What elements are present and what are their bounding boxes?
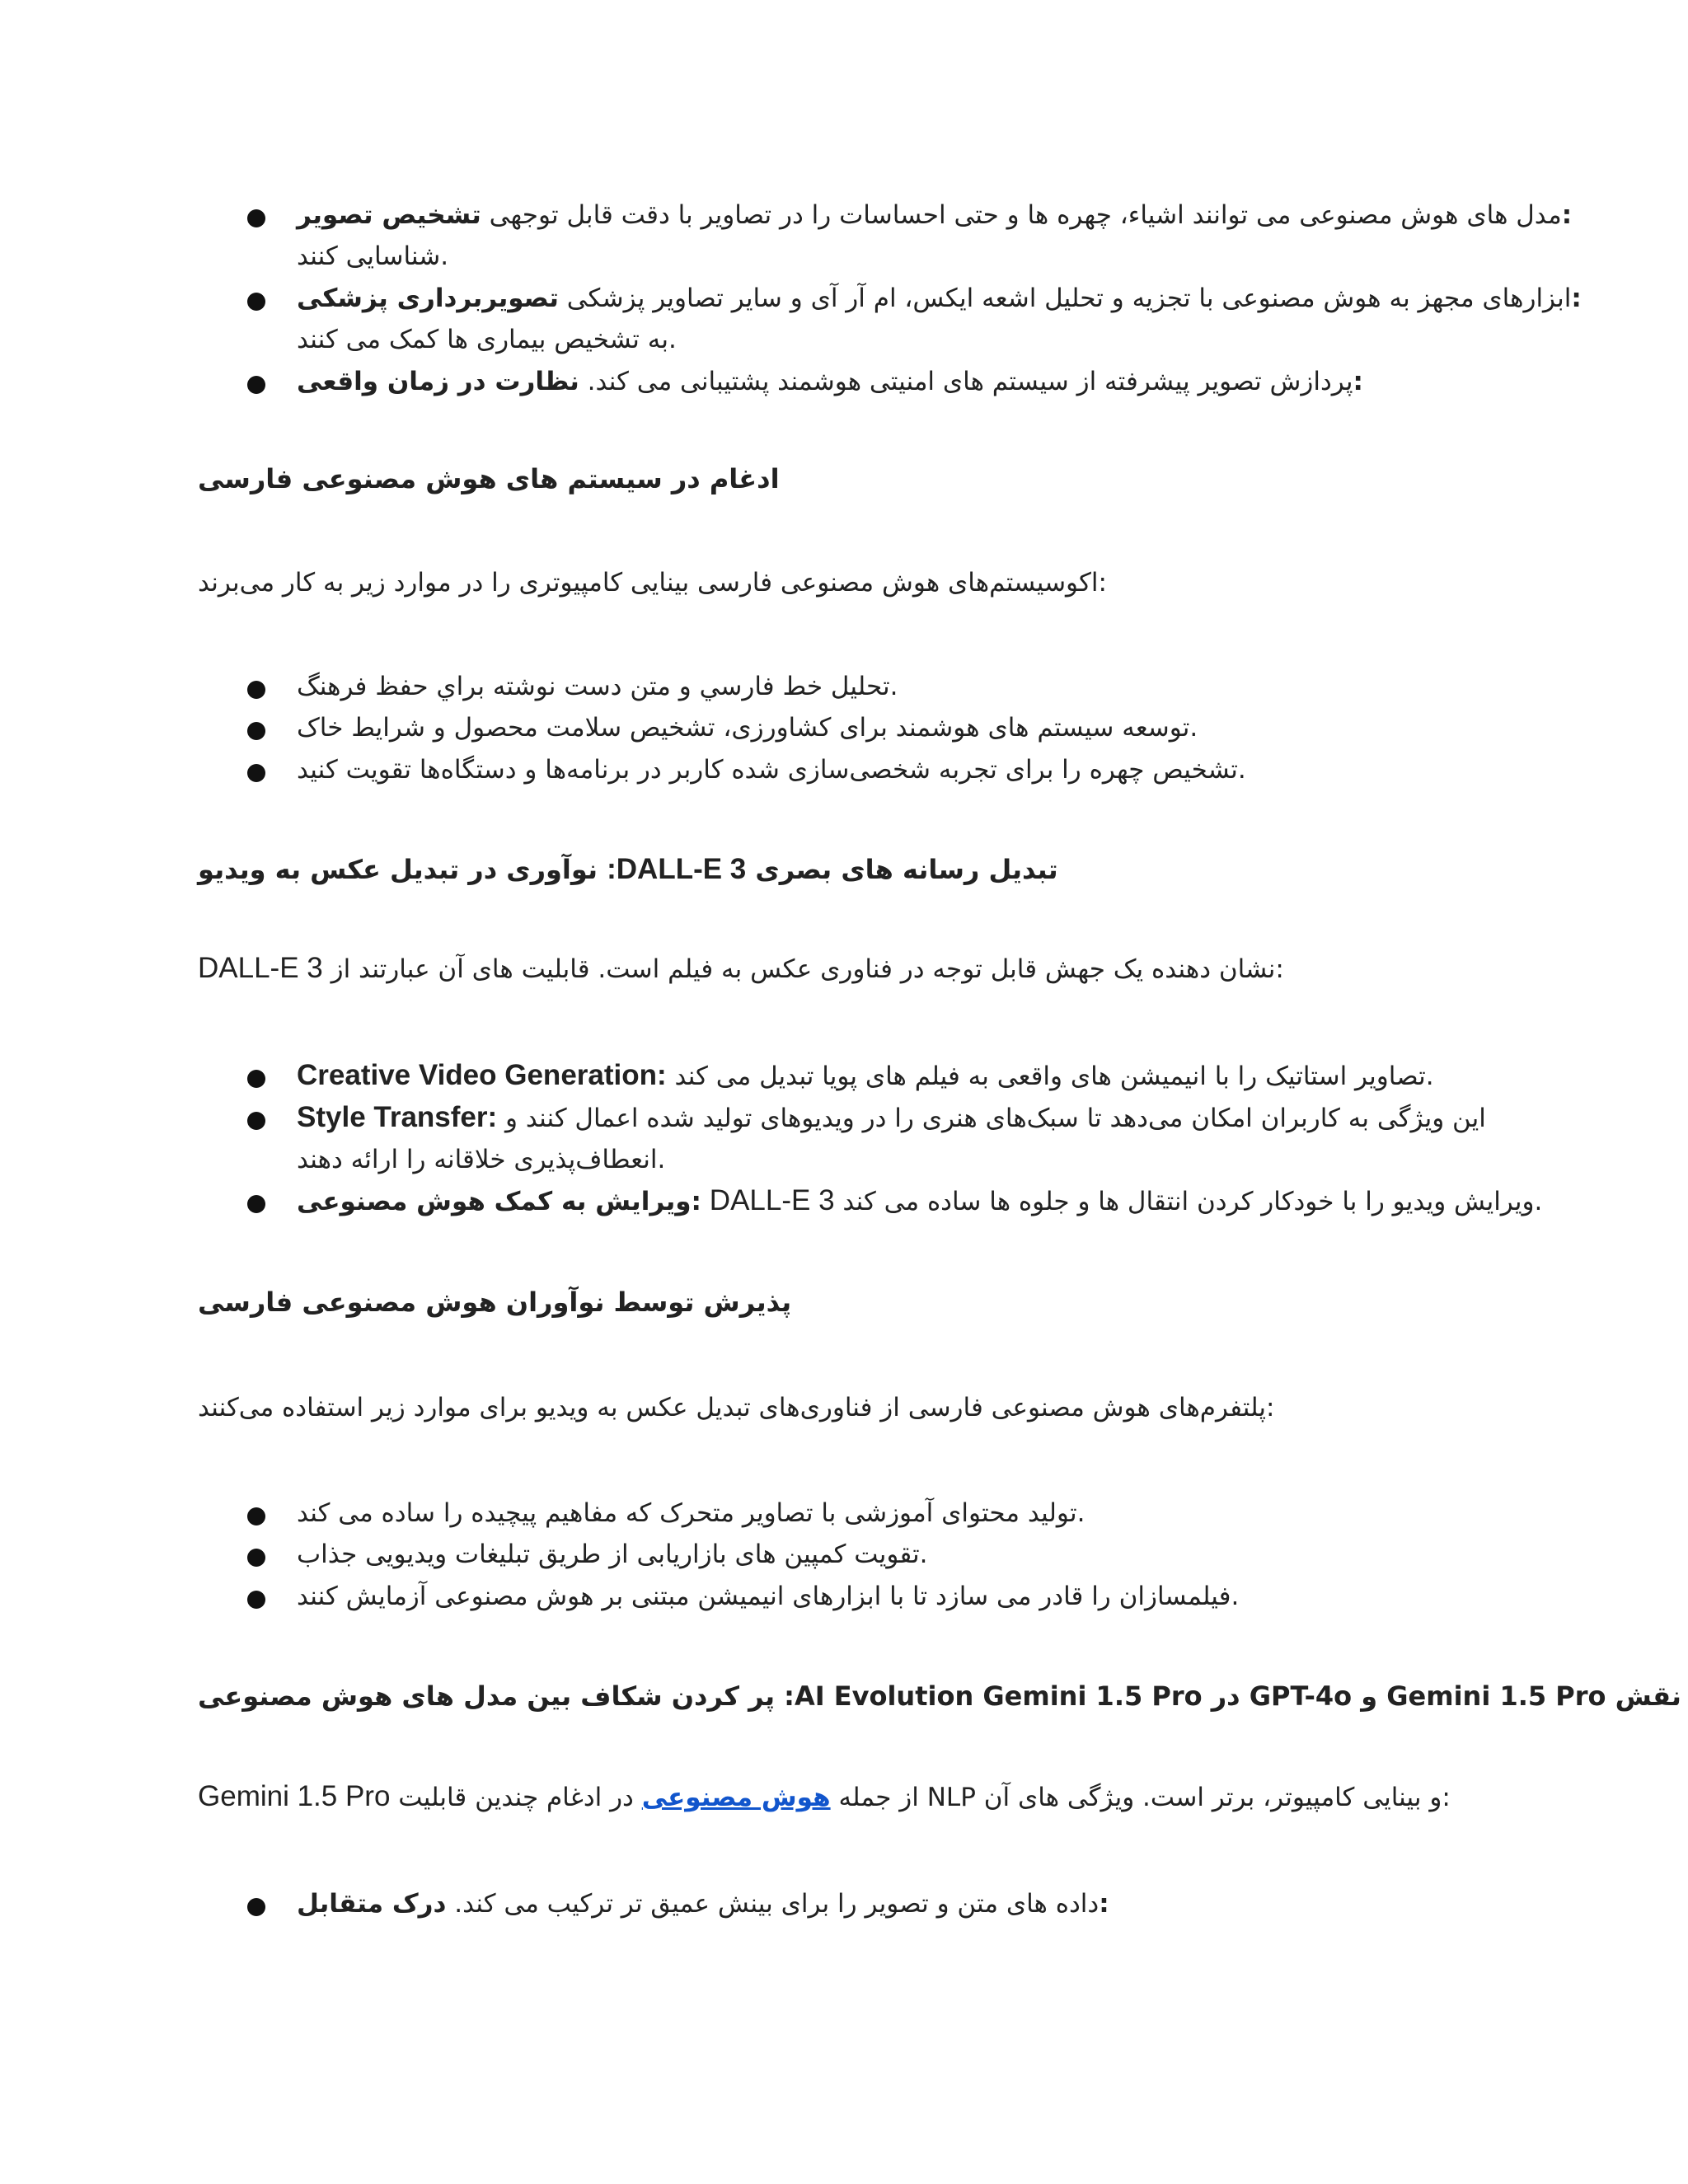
list-item bbox=[297, 1097, 1484, 1180]
bullet-icon bbox=[247, 1898, 265, 1916]
paragraph-part: Gemini 1.5 Pro bbox=[198, 1780, 391, 1812]
section-heading: پذیرش توسط نوآوران هوش مصنوعی فارسی bbox=[198, 1286, 792, 1318]
bullet-icon bbox=[247, 764, 265, 782]
list-item-term: تشخیص تصویر: bbox=[297, 200, 1573, 230]
section-heading bbox=[198, 849, 1058, 890]
bullet-icon bbox=[247, 1112, 265, 1130]
list-item bbox=[297, 361, 1484, 402]
list-item-text: پردازش تصویر پیشرفته از سیستم های امنیتی هوشمند پشتیبانی می کند. bbox=[587, 367, 1353, 396]
list-item: تقویت کمپین های بازاریابی از طریق تبلیغات ویدیویی جذاب. bbox=[297, 1540, 928, 1569]
bullet-icon bbox=[247, 1549, 265, 1567]
list-item: تحلیل خط فارسي و متن دست نوشته براي حفظ فرهنگ. bbox=[297, 672, 898, 701]
list-item-text: ابزارهای مجهز به هوش مصنوعی با تجزیه و تحلیل اشعه ایکس، ام آر آی و سایر تصاویر پزشکی bbox=[566, 284, 1572, 313]
list-item-text: داده های متن و تصویر را برای بینش عمیق تر ترکیب می کند. bbox=[454, 1889, 1100, 1919]
list-item-text: این ویژگی به کاربران امکان می‌دهد تا سبک‌های هنری را در ویدیوهای تولید شده اعمال کنند و bbox=[505, 1104, 1486, 1133]
bullet-icon bbox=[247, 209, 265, 227]
list-item-term: Creative Video Generation: bbox=[297, 1059, 667, 1091]
bullet-icon bbox=[247, 681, 265, 699]
list-item-continuation: شناسایی کنند. bbox=[297, 241, 449, 271]
list-item: تولید محتوای آموزشی با تصاویر متحرک که مفاهیم پیچیده را ساده می کند. bbox=[297, 1498, 1085, 1528]
paragraph-part: در ادغام چندین قابلیت NLP و بینایی کامپیوتر، برتر است. ویژگی های آن: bbox=[398, 1783, 1451, 1812]
list-item bbox=[297, 1180, 1543, 1222]
paragraph bbox=[198, 948, 1284, 990]
list-item-term: ویرایش به کمک هوش مصنوعی: bbox=[297, 1187, 701, 1216]
paragraph-part: نشان دهنده یک جهش قابل توجه در فناوری عکس به فیلم است. قابلیت های آن عبارتند از: bbox=[331, 954, 1284, 984]
bullet-icon bbox=[247, 1070, 265, 1088]
bullet-icon bbox=[247, 376, 265, 394]
list-item: تشخیص چهره را برای تجربه شخصی‌سازی شده کاربر در برنامه‌ها و دستگاه‌ها تقویت کنید. bbox=[297, 755, 1246, 785]
list-item-continuation: به تشخیص بیماری ها کمک می کنند. bbox=[297, 325, 677, 354]
list-item-continuation: انعطاف‌پذیری خلاقانه را ارائه دهند. bbox=[297, 1145, 666, 1174]
paragraph: اکوسیستم‌های هوش مصنوعی فارسی بینایی کامپیوتری را در موارد زیر به کار می‌برند: bbox=[198, 568, 1107, 598]
list-item bbox=[297, 1883, 1484, 1924]
list-item-text: تصاویر استاتیک را با انیمیشن های واقعی به فیلم های پویا تبدیل می کند. bbox=[674, 1062, 1434, 1091]
section-heading: پر کردن شکاف بین مدل های هوش مصنوعی :AI Evolution Gemini 1.5 Pro در GPT-4o و Gemini 1.5 Pro نقش bbox=[198, 1680, 1681, 1712]
list-item-term: نظارت در زمان واقعی: bbox=[297, 367, 1363, 396]
list-item-text: مدل های هوش مصنوعی می توانند اشیاء، چهره ها و حتی احساسات را در تصاویر با دقت قابل توجهی bbox=[489, 200, 1562, 230]
list-item-text: ویرایش ویدیو را با خودکار کردن انتقال ها و جلوه ها ساده می کند. bbox=[842, 1187, 1543, 1216]
heading-part: :DALL-E 3 bbox=[607, 853, 747, 885]
section-heading: ادغام در سیستم های هوش مصنوعی فارسی bbox=[198, 463, 780, 494]
bullet-icon bbox=[247, 1591, 265, 1609]
bullet-icon bbox=[247, 722, 265, 740]
bullet-icon bbox=[247, 293, 265, 311]
paragraph: پلتفرم‌های هوش مصنوعی فارسی از فناوری‌های تبدیل عکس به ویدیو برای موارد زیر استفاده می‌کنند: bbox=[198, 1393, 1275, 1422]
list-item-term: تصویربرداری پزشکی: bbox=[297, 284, 1582, 313]
heading-part: تبدیل رسانه های بصری bbox=[755, 854, 1058, 885]
list-item-term: Style Transfer: bbox=[297, 1101, 498, 1133]
list-item bbox=[297, 1055, 1484, 1097]
list-item: فیلمسازان را قادر می سازد تا با ابزارهای انیمیشن مبتنی بر هوش مصنوعی آزمایش کنند. bbox=[297, 1582, 1240, 1611]
paragraph bbox=[198, 1776, 1451, 1818]
bullet-icon bbox=[247, 1195, 265, 1213]
paragraph-part: از جمله bbox=[838, 1783, 919, 1812]
list-item-model: DALL-E 3 bbox=[709, 1184, 835, 1216]
list-item: توسعه سیستم های هوشمند برای کشاورزی، تشخیص سلامت محصول و شرایط خاک. bbox=[297, 713, 1198, 743]
bullet-icon bbox=[247, 1507, 265, 1526]
heading-part: نوآوری در تبدیل عکس به ویدیو bbox=[198, 854, 598, 885]
paragraph-part: DALL-E 3 bbox=[198, 952, 323, 984]
list-item bbox=[297, 194, 1573, 277]
list-item-term: درک متقابل: bbox=[297, 1889, 1109, 1919]
list-item bbox=[297, 278, 1582, 360]
ai-link[interactable]: هوش مصنوعی bbox=[641, 1783, 831, 1812]
